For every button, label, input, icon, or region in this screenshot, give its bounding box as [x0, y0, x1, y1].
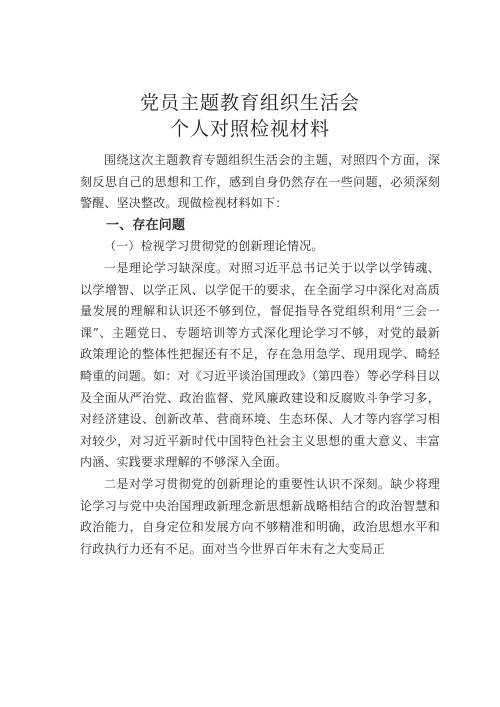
paragraph-theory-depth: 一是理论学习缺深度。对照习近平总书记关于以学以学铸魂、以学增智、以学正风、以学促干的要求，在全面学习中深化对高质量发展的理解和认识还不够到位，督促指导各党组织利用“三会一课”、主题党日、专题培训等方式深化理论学习不够，对党的最新政策理论的整体性把握还有不足，存在急用急学、现用现学、畸轻畸重的问题。如：对《习近平谈治国理政》（第四卷）等必学科目以及全面从严治党、政治监督、党风廉政建设和反腐败斗争学习多，对经济建设、创新改革、营商环境、生态环保、人才等内容学习相对较少，对习近平新时代中国特色社会主义思想的重大意义、丰富内涵、实践要求理解的不够深入全面。 — [80, 260, 441, 470]
paragraph-theory-importance: 二是对学习贯彻党的创新理论的重要性认识不深刻。缺少将理论学习与党中央治国理政新理念新思想新战略相结合的政治智慧和政治能力，自身定位和发展方向不够精准和明确，政治思想水平和行政执行力还有不足。面对当今世界百年未有之大变局正 — [80, 476, 440, 556]
section-heading-problems: 一、存在问题 — [106, 217, 186, 233]
document-title-line2: 个人对照检视材料 — [169, 118, 330, 140]
document-title-line1: 党员主题教育组织生活会 — [139, 92, 360, 114]
document-body — [80, 150, 440, 560]
intro-paragraph: 围绕这次主题教育专题组织生活会的主题，对照四个方面，深刻反思自己的思想和工作，感到自身仍然存在一些问题，必须深刻警醒、坚决整改。现做检视材料如下： — [80, 153, 440, 211]
subsection-heading-theory-study: （一）检视学习贯彻党的创新理论情况。 — [104, 239, 324, 254]
